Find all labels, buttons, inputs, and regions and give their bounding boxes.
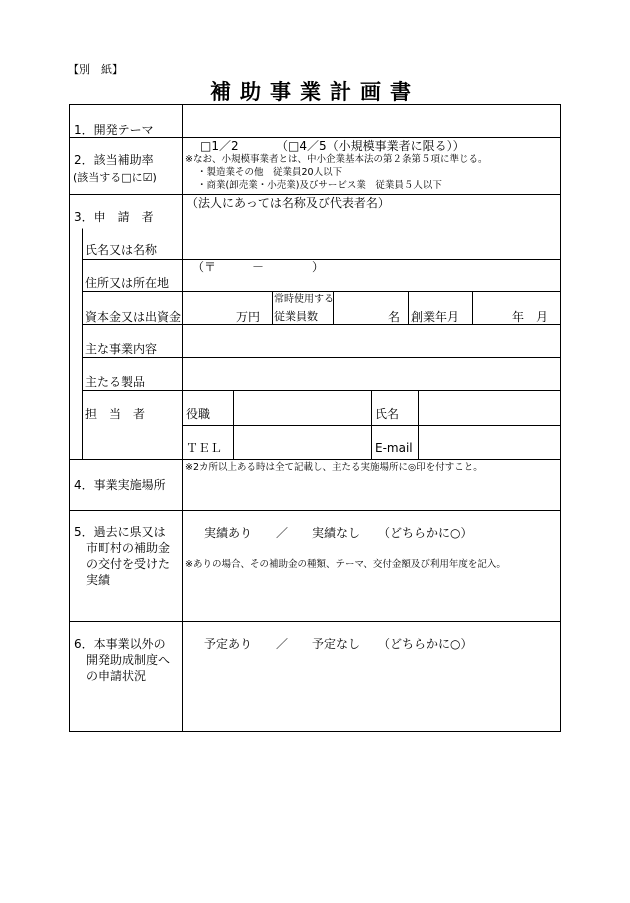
section1-label: 1．開発テーマ <box>74 123 154 137</box>
employees-label-line2: 従業員数 <box>274 310 318 323</box>
employees-unit: 名 <box>388 310 401 324</box>
email-label: E-mail <box>375 441 413 455</box>
form-title: 補助事業計画書 <box>210 80 420 104</box>
attachment-label: 【別 紙】 <box>68 63 123 76</box>
founded-unit: 年 月 <box>512 310 549 324</box>
contact-person-label: 担 当 者 <box>85 407 146 421</box>
section5-label-line3: の交付を受けた <box>86 557 171 571</box>
section5-label-line1: 5．過去に県又は <box>74 525 166 539</box>
job-title-label: 役職 <box>186 407 211 421</box>
manufacturing-criteria: ・製造業その他 従業員20人以下 <box>197 167 343 178</box>
section6-label-line1: 6．本事業以外の <box>74 637 166 651</box>
tel-label: ＴＥＬ <box>186 441 223 455</box>
capital-unit: 万円 <box>236 310 261 324</box>
applicant-note: （法人にあっては名称及び代表者名） <box>186 196 390 210</box>
name-label: 氏名又は名称 <box>85 243 158 257</box>
employees-label-line1: 常時使用する <box>274 294 334 305</box>
section3-label: 3．申 請 者 <box>74 210 154 224</box>
rate-option-half[interactable]: □1／2 <box>200 139 239 153</box>
capital-label: 資本金又は出資金 <box>85 310 182 324</box>
founded-label: 創業年月 <box>411 310 460 324</box>
rate-option-four-fifths[interactable]: （□4／5（小規模事業者に限る）） <box>276 139 465 153</box>
small-business-note: ※なお、小規模事業者とは、中小企業基本法の第２条第５項に準じる。 <box>185 154 488 165</box>
section6-label-line2: 開発助成制度へ <box>86 653 171 667</box>
section4-label: 4．事業実施場所 <box>74 478 166 492</box>
main-products-label: 主たる製品 <box>85 375 146 389</box>
section5-label-line2: 市町村の補助金 <box>86 541 171 555</box>
address-label: 住所又は所在地 <box>85 276 170 290</box>
commerce-criteria: ・商業(卸売業・小売業)及びサービス業 従業員５人以下 <box>197 180 442 191</box>
past-subsidy-choice[interactable]: 実績あり ／ 実績なし （どちらかに○） <box>204 526 473 540</box>
past-subsidy-note: ※ありの場合、その補助金の種類、テーマ、交付金額及び利用年度を記入。 <box>185 559 506 570</box>
other-grant-choice[interactable]: 予定あり ／ 予定なし （どちらかに○） <box>204 637 473 651</box>
location-note: ※2カ所以上ある時は全て記載し、主たる実施場所に◎印を付すこと。 <box>185 462 483 473</box>
postal-code-field[interactable]: （〒 － ） <box>192 260 325 274</box>
section2-label-line2: (該当する□に☑) <box>73 171 157 184</box>
section5-label-line4: 実績 <box>86 573 111 587</box>
business-description-label: 主な事業内容 <box>85 342 158 356</box>
section6-label-line3: の申請状況 <box>86 669 147 683</box>
person-name-label: 氏名 <box>375 407 400 421</box>
section2-label-line1: 2．該当補助率 <box>74 153 154 167</box>
